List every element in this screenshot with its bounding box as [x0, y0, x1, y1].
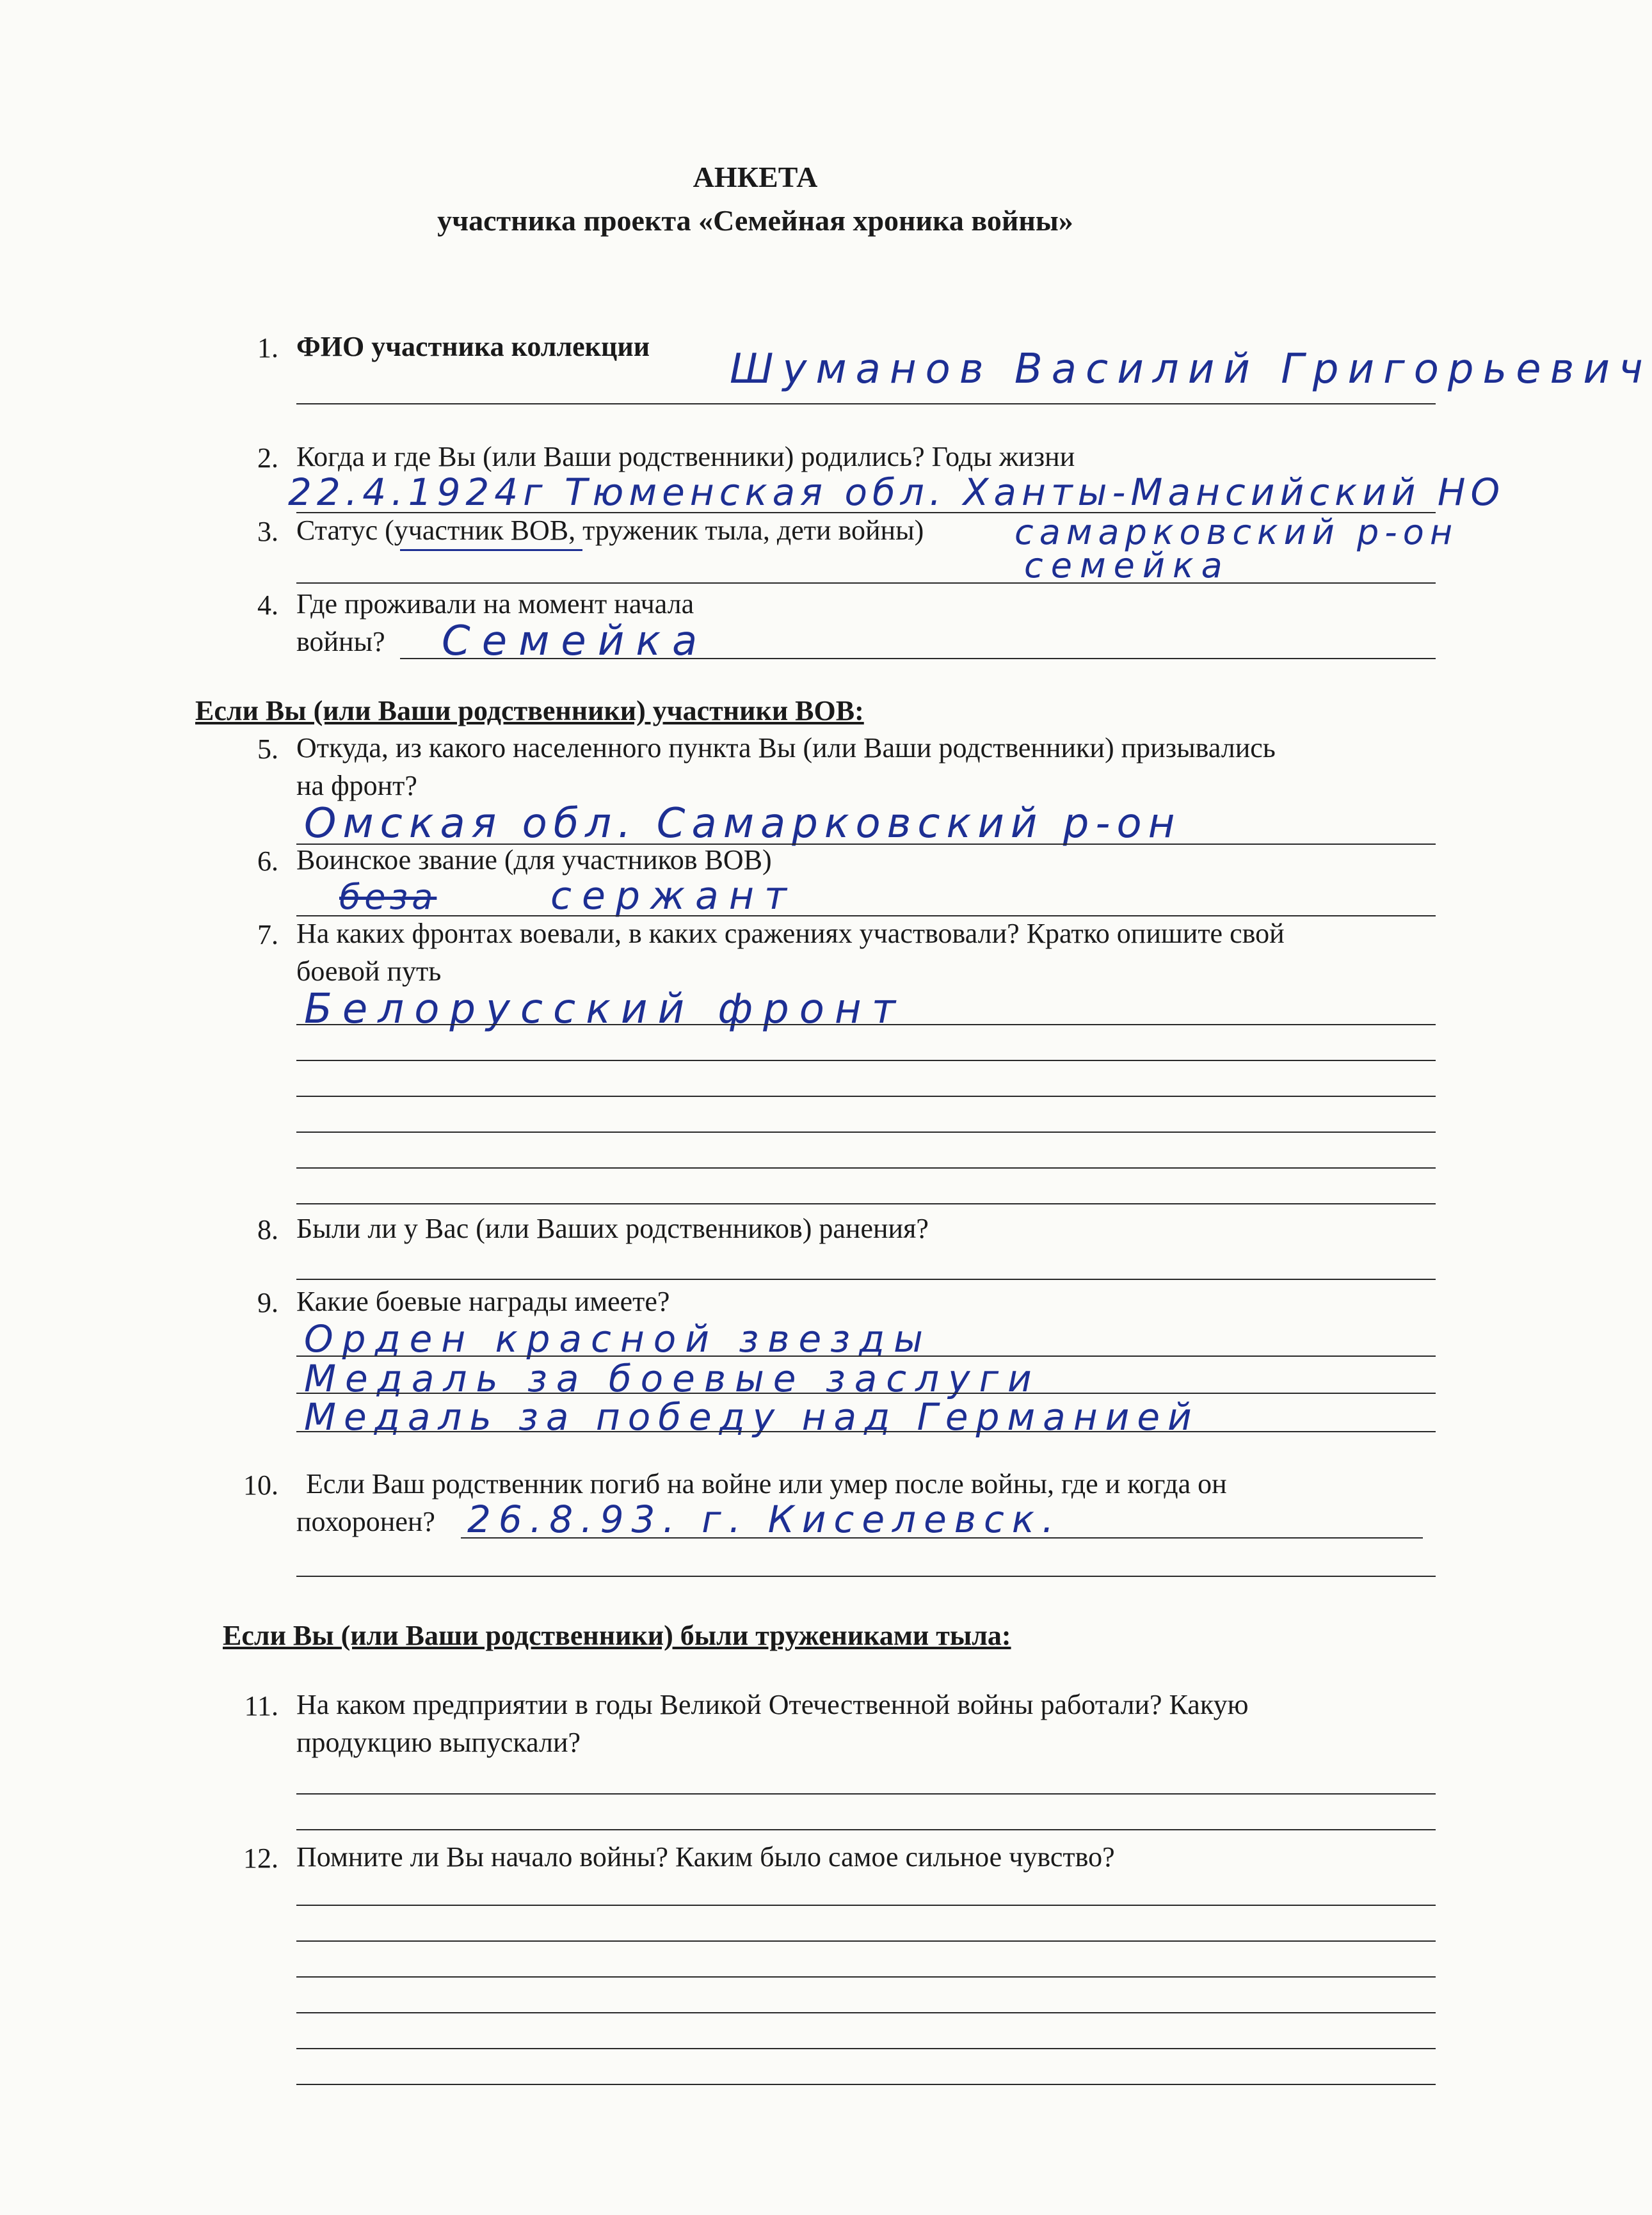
q7-label-line2: боевой путь: [296, 956, 442, 987]
q12-line-2: [296, 1940, 1436, 1942]
q3-number: 3.: [257, 516, 278, 547]
q8-number: 8.: [257, 1214, 278, 1245]
q5-number: 5.: [257, 733, 278, 765]
q3-label: Статус (участник ВОВ, труженик тыла, дети войны): [296, 515, 924, 546]
q7-answer[interactable]: Белорусский фронт: [304, 986, 906, 1033]
q3-answer-line2[interactable]: семейка: [1024, 545, 1230, 586]
q7-line-1: [296, 1024, 1436, 1025]
q10-label-line1: Если Ваш родственник погиб на войне или умер после войны, где и когда он: [306, 1468, 1227, 1499]
section-wov-heading: Если Вы (или Ваши родственники) участники ВОВ:: [195, 695, 864, 726]
q11-label-line1: На каком предприятии в годы Великой Отечественной войны работали? Какую: [296, 1689, 1249, 1720]
q12-line-5: [296, 2048, 1436, 2049]
q12-label: Помните ли Вы начало войны? Каким было самое сильное чувство?: [296, 1841, 1115, 1873]
q12-number: 12.: [243, 1843, 278, 1874]
q9-answer-1[interactable]: Орден красной звезды: [304, 1317, 932, 1361]
q11-line-1: [296, 1793, 1436, 1795]
q12-line-3: [296, 1976, 1436, 1978]
q7-label-line1: На каких фронтах воевали, в каких сражениях участвовали? Кратко опишите свой: [296, 918, 1285, 949]
q9-line-3: [296, 1431, 1436, 1432]
q8-answer-line: [296, 1279, 1436, 1280]
q7-line-5: [296, 1167, 1436, 1169]
form-title: АНКЕТА: [693, 161, 818, 193]
q4-label-line1: Где проживали на момент начала: [296, 588, 694, 620]
q10-line-2: [296, 1576, 1436, 1577]
q5-label-line1: Откуда, из какого населенного пункта Вы (или Ваши родственники) призывались: [296, 732, 1276, 764]
q1-answer[interactable]: Шуманов Василий Григорьевич: [730, 346, 1652, 393]
q6-answer[interactable]: сержант: [550, 874, 797, 918]
q7-line-2: [296, 1060, 1436, 1061]
q7-line-3: [296, 1096, 1436, 1097]
q3-selected-underline: [400, 549, 582, 551]
q6-number: 6.: [257, 845, 278, 877]
q7-line-4: [296, 1131, 1436, 1133]
q12-line-4: [296, 2012, 1436, 2013]
q9-line-2: [296, 1393, 1436, 1394]
q9-number: 9.: [257, 1287, 278, 1318]
q3-answer-line1[interactable]: самарковский р-он: [1014, 512, 1459, 552]
q1-label: ФИО участника коллекции: [296, 331, 650, 362]
q4-answer[interactable]: Семейка: [442, 618, 709, 665]
q4-number: 4.: [257, 589, 278, 621]
q5-label-line2: на фронт?: [296, 770, 417, 801]
q6-answer-struck: беза: [339, 877, 437, 917]
q2-number: 2.: [257, 442, 278, 474]
q4-label-line2: войны?: [296, 626, 385, 657]
q11-line-2: [296, 1829, 1436, 1830]
q4-answer-line: [400, 658, 1436, 659]
q1-answer-line: [296, 403, 1436, 404]
q9-answer-3[interactable]: Медаль за победу над Германией: [304, 1395, 1199, 1439]
q11-number: 11.: [244, 1690, 278, 1722]
q2-label: Когда и где Вы (или Ваши родственники) родились? Годы жизни: [296, 441, 1075, 472]
q9-answer-2[interactable]: Медаль за боевые заслуги: [304, 1357, 1041, 1400]
q9-label: Какие боевые награды имеете?: [296, 1286, 670, 1317]
q12-line-1: [296, 1905, 1436, 1906]
q2-answer[interactable]: 22.4.1924г Тюменская обл. Ханты-Мансийский НО: [288, 470, 1505, 514]
form-subtitle: участника проекта «Семейная хроника войны»: [437, 204, 1073, 237]
q10-number: 10.: [243, 1469, 278, 1501]
q1-number: 1.: [257, 332, 278, 364]
q7-number: 7.: [257, 919, 278, 950]
q10-label-line2: похоронен?: [296, 1506, 435, 1537]
section-home-front-heading: Если Вы (или Ваши родственники) были тружениками тыла:: [223, 1620, 1011, 1651]
q12-line-6: [296, 2084, 1436, 2085]
q11-label-line2: продукцию выпускали?: [296, 1727, 581, 1758]
q3-answer-line: [296, 582, 1436, 584]
q7-line-6: [296, 1203, 1436, 1204]
q10-answer-line: [461, 1537, 1423, 1539]
q5-answer[interactable]: Омская обл. Самарковский р-он: [304, 800, 1182, 847]
q6-label: Воинское звание (для участников ВОВ): [296, 844, 772, 876]
q10-answer[interactable]: 26.8.93. г. Киселевск.: [467, 1498, 1062, 1541]
q8-label: Были ли у Вас (или Ваших родственников) ранения?: [296, 1213, 929, 1244]
